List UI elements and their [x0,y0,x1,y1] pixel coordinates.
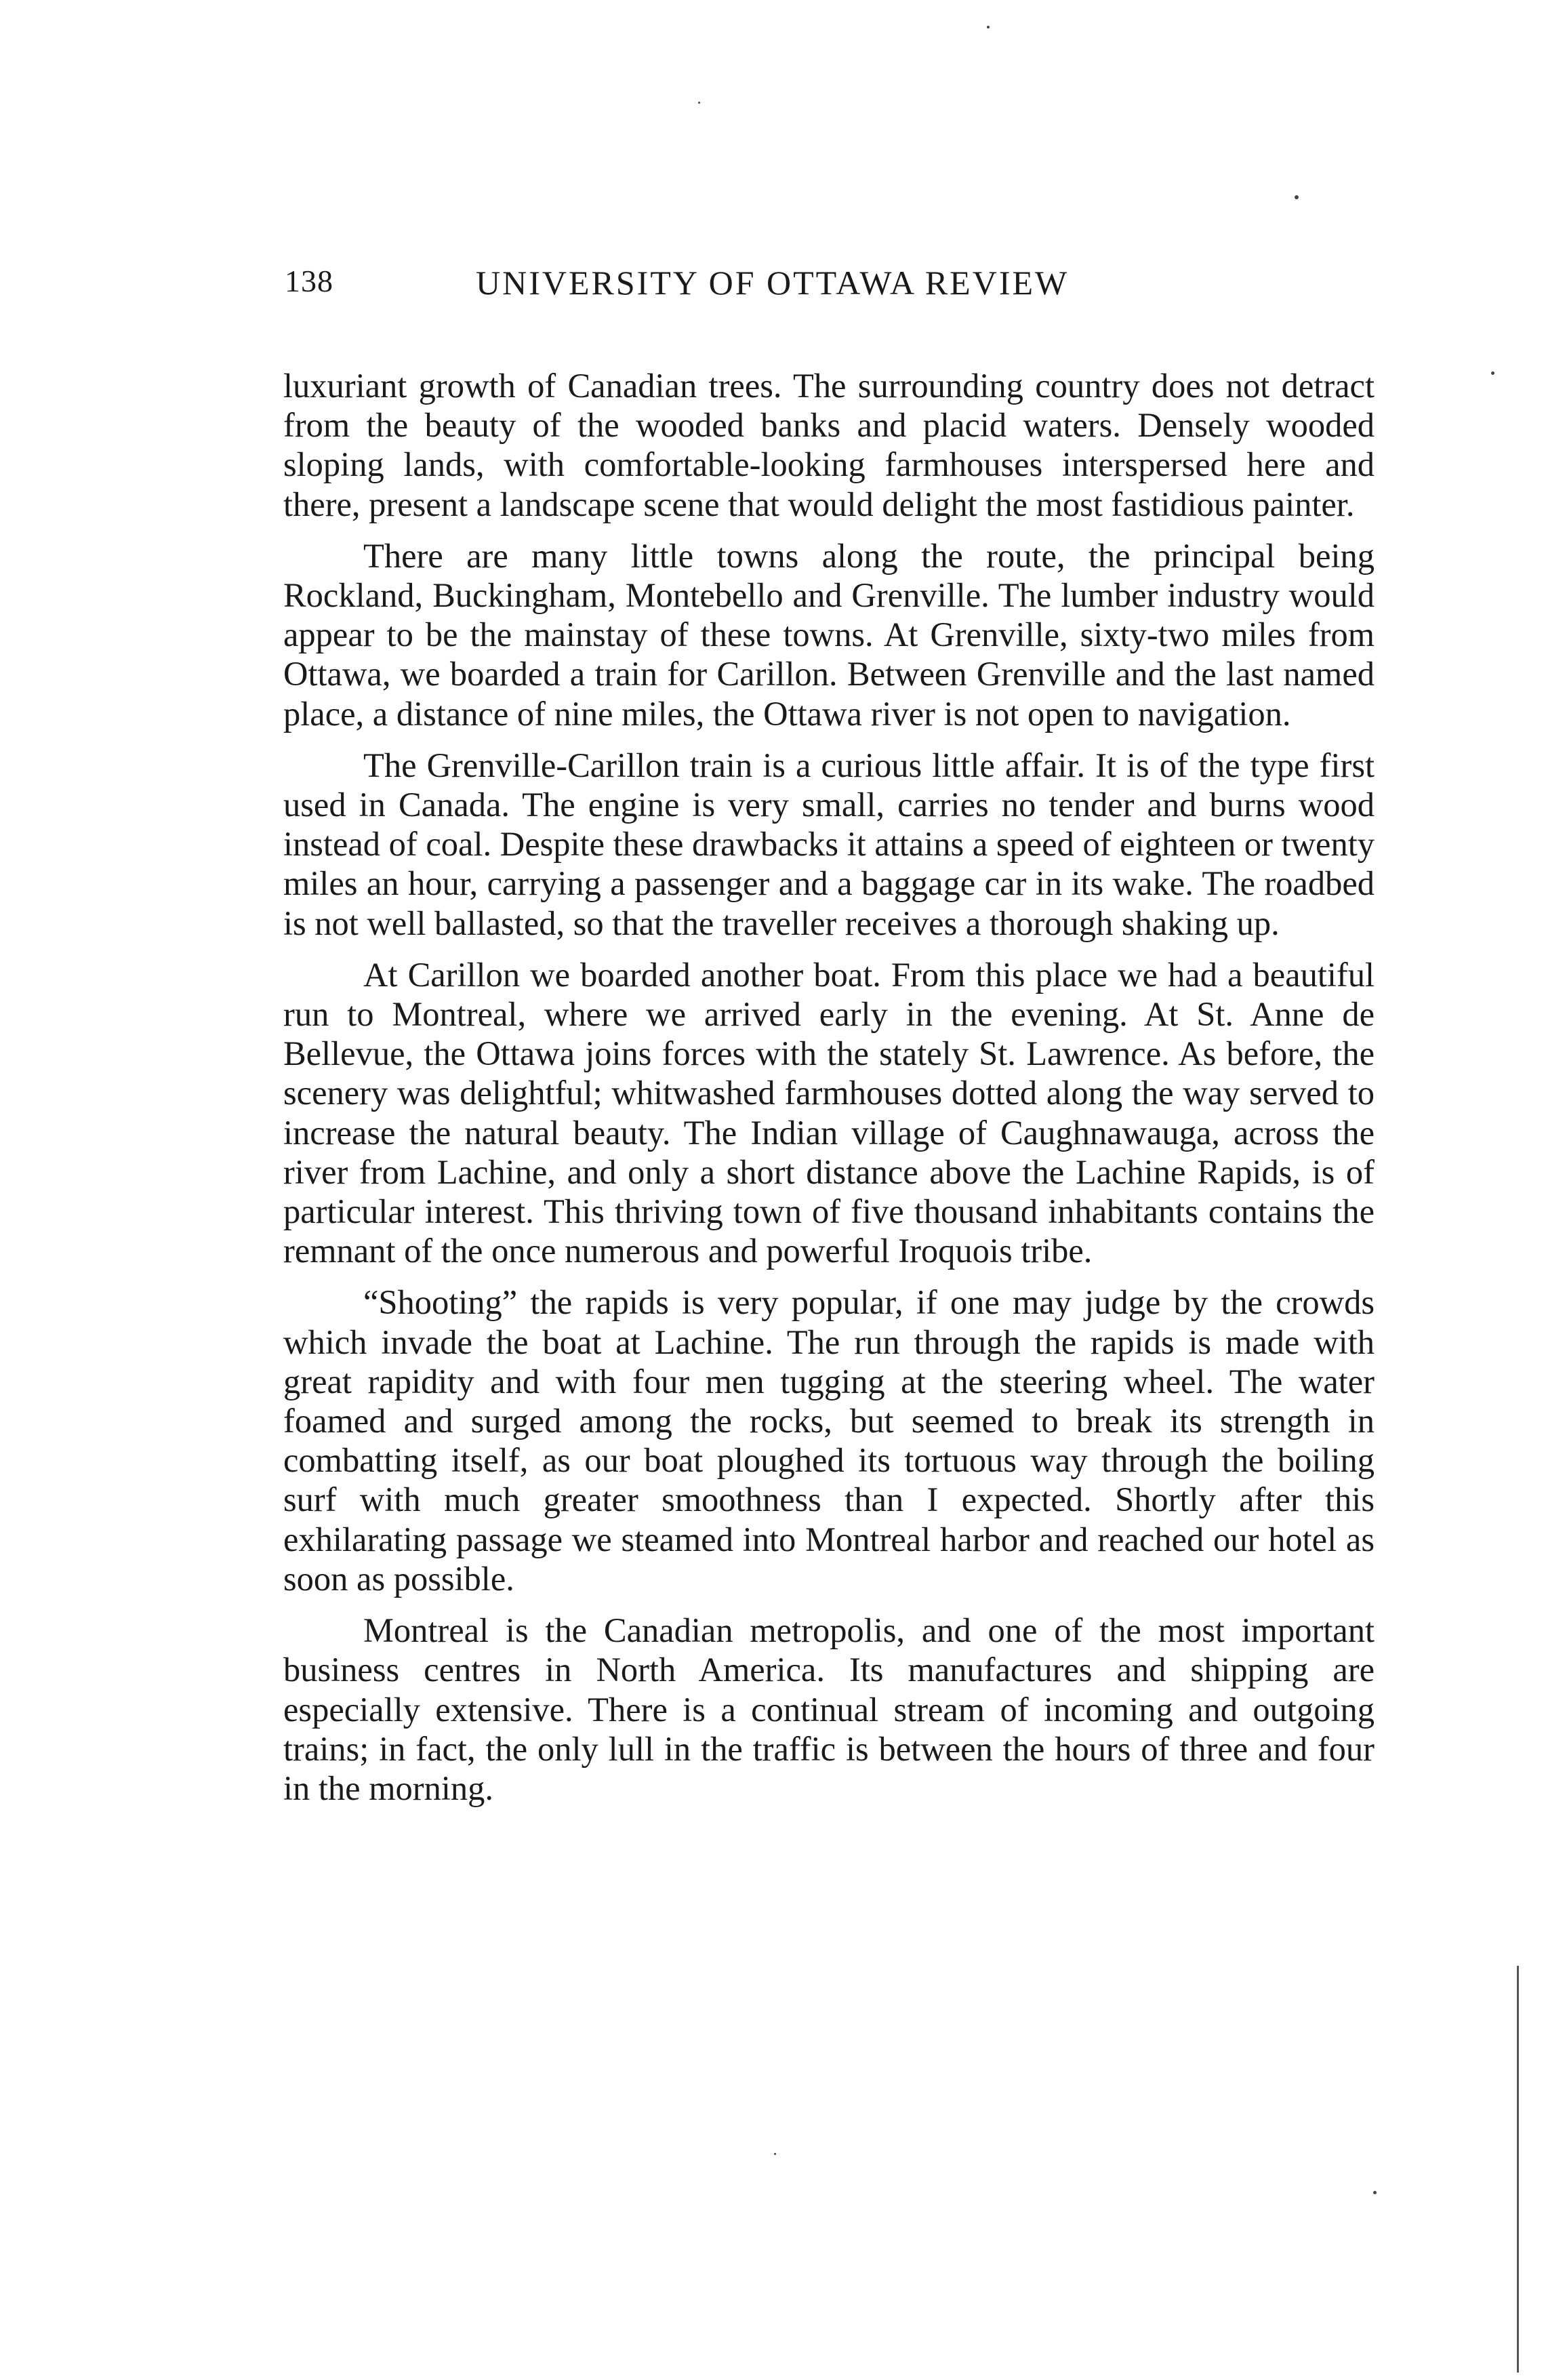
scan-speck [1295,195,1299,199]
paragraph-montreal: Montreal is the Canadian metropolis, and one of the most important business centres in North America. Its manufactures and shipping are especially extensive. There is a continual stream of incoming and outgoing trains; in fact, the only lull in the traffic is between the hours of three and four in the morning. [283,1611,1375,1807]
page-number: 138 [285,264,333,298]
scan-speck [1491,371,1494,375]
paragraph-rapids: “Shooting” the rapids is very popular, if one may judge by the crowds which invade the boat at Lachine. The run through the rapids is made with great rapidity and with four men tugging at the steering wheel. The water foamed and surged among the rocks, but seemed to break its strength in combatting itself, as our boat ploughed its tortuous way through the boiling surf with much greater smoothness than I expected. Shortly after this exhilarating passage we steamed into Montreal harbor and reached our hotel as soon as possible. [283,1283,1375,1598]
paragraph-continued: luxuriant growth of Canadian trees. The surrounding country does not detract from the beauty of the wooded banks and placid waters. Densely wooded sloping lands, with comfortable-looking farmhouses interspersed here and there, present a landscape scene that would delight the most fastidious painter. [283,367,1375,523]
paragraph-carillon: At Carillon we boarded another boat. From this place we had a beautiful run to Montreal, where we arrived early in the evening. At St. Anne de Bellevue, the Ottawa joins forces with the stately St. Lawrence. As before, the scenery was delightful; whitwashed farmhouses dotted along the way served to increase the natural beauty. The Indian village of Caughnawauga, across the river from Lachine, and only a short distance above the Lachine Rapids, is of particular interest. This thriving town of five thousand inhabitants contains the remnant of the once numerous and powerful Iroquois tribe. [283,955,1375,1270]
scan-edge-line [1517,1966,1519,2373]
scan-speck [1373,2191,1377,2194]
paragraph-train: The Grenville-Carillon train is a curious little affair. It is of the type first used in Canada. The engine is very small, carries no tender and burns wood instead of coal. Despite these drawbacks it attains a speed of eighteen or twenty miles an hour, carrying a passenger and a baggage car in its wake. The roadbed is not well ballasted, so that the traveller receives a thorough shaking up. [283,746,1375,942]
scan-speck [774,2153,776,2155]
article-body [283,366,1375,1820]
paragraph-towns: There are many little towns along the route, the principal being Rockland, Buckingham, Montebello and Grenville. The lumber industry would appear to be the mainstay of these towns. At Grenville, sixty-two miles from Ottawa, we boarded a train for Carillon. Between Grenville and the last named place, a distance of nine miles, the Ottawa river is not open to navigation. [283,536,1375,733]
journal-title: UNIVERSITY OF OTTAWA REVIEW [476,264,1070,302]
scan-speck [698,102,700,104]
running-head [285,263,1383,310]
scan-speck [987,26,990,28]
